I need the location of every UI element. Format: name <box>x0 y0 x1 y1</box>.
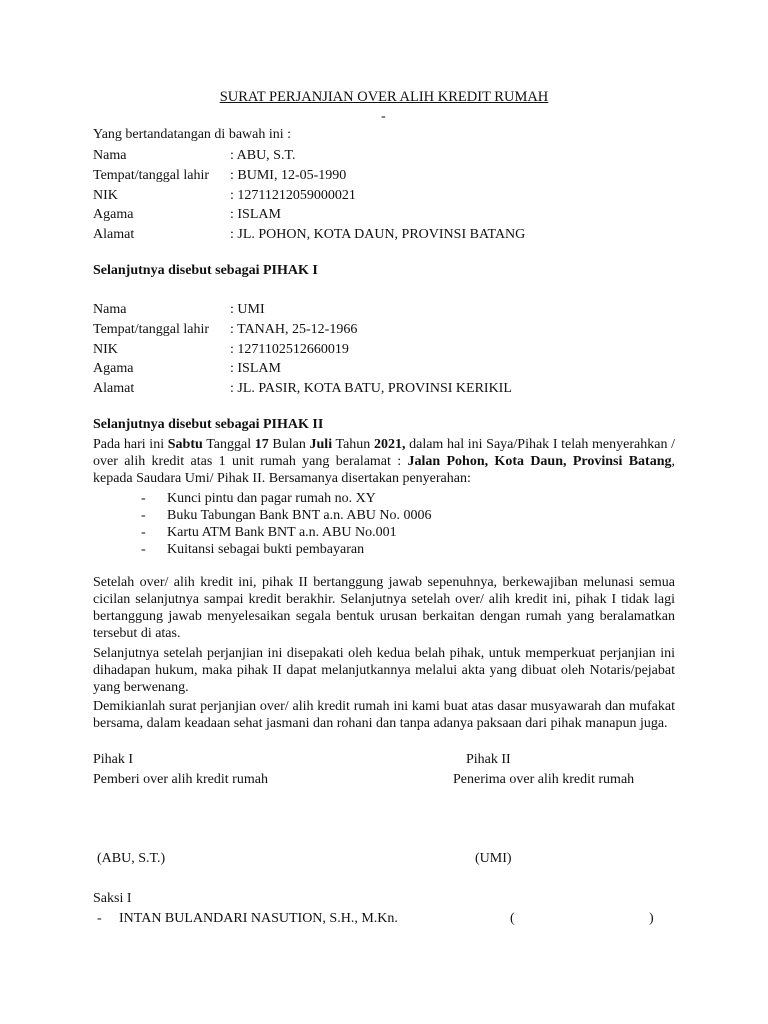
pihak1-value-ttl: : BUMI, 12-05-1990 <box>230 168 347 183</box>
pihak2-caption: Selanjutnya disebut sebagai PIHAK II <box>93 417 324 432</box>
paragraph-closing: Demikianlah surat perjanjian over/ alih kredit rumah ini kami buat atas dasar musyawarah dan mufakat bersama, dalam keadaan sehat jasmani dan rohani dan tanpa adanya paksaan dari pihak manapun juga. <box>93 699 675 731</box>
signature-left-role: Pemberi over alih kredit rumah <box>93 772 268 787</box>
pihak2-label-alamat: Alamat <box>93 381 135 396</box>
pihak2-label-nik: NIK <box>93 342 118 357</box>
list-dash: - <box>141 525 146 540</box>
pihak1-caption: Selanjutnya disebut sebagai PIHAK I <box>93 263 318 278</box>
agreement-paragraph <box>93 436 675 487</box>
pihak2-label-ttl: Tempat/tanggal lahir <box>93 322 210 337</box>
pihak1-value-nik: : 12711212059000021 <box>230 188 356 203</box>
pihak1-label-ttl: Tempat/tanggal lahir <box>93 168 210 183</box>
pihak2-value-nik: : 1271102512660019 <box>230 342 349 357</box>
pihak2-label-nama: Nama <box>93 302 127 317</box>
pihak1-label-agama: Agama <box>93 207 134 222</box>
witness-heading: Saksi I <box>93 891 132 906</box>
list-dash: - <box>141 491 146 506</box>
signature-left-name: (ABU, S.T.) <box>97 851 166 866</box>
witness-name: INTAN BULANDARI NASUTION, S.H., M.Kn. <box>119 911 398 926</box>
paragraph-notary: Selanjutnya setelah perjanjian ini disepakati oleh kedua belah pihak, untuk memperkuat perjanjian ini dihadapan hukum, maka pihak II dapat melanjutkannya melalui akta yang dibuat oleh Notaris/pejabat yang berwenang. <box>93 646 675 695</box>
agreement-year: 2021, <box>373 437 406 452</box>
pihak1-value-nama: : ABU, S.T. <box>230 148 296 163</box>
document-title: SURAT PERJANJIAN OVER ALIH KREDIT RUMAH <box>219 89 549 105</box>
signature-right-name: (UMI) <box>475 851 512 866</box>
list-item-text: Kunci pintu dan pagar rumah no. XY <box>167 491 376 506</box>
pihak1-label-nik: NIK <box>93 188 118 203</box>
intro-text: Yang bertandatangan di bawah ini : <box>93 127 292 142</box>
agreement-text: Tanggal <box>202 437 255 452</box>
pihak2-value-ttl: : TANAH, 25-12-1966 <box>230 322 358 337</box>
paragraph-obligation: Setelah over/ alih kredit ini, pihak II bertanggung jawab sepenuhnya, berkewajiban melunasi semua cicilan selanjutnya sampai kredit berakhir. Selanjutnya setelah over/ alih kredit ini, pihak I tidak lagi bertanggung jawab menyelesaikan segala bentuk urusan berkaitan dengan rumah yang beralamatkan tersebut di atas. <box>93 575 675 641</box>
agreement-text: dalam hal ini Saya/Pihak I telah menyerahkan / over alih kredit atas 1 unit rumah yang beralamat : <box>93 437 675 469</box>
agreement-text: , kepada Saudara Umi/ Pihak II. Bersamanya disertakan penyerahan: <box>93 454 675 486</box>
title-dash-mark: - <box>381 109 386 124</box>
agreement-text: Pada hari ini <box>93 437 168 452</box>
list-dash: - <box>141 508 146 523</box>
list-item-text: Kartu ATM Bank BNT a.n. ABU No.001 <box>167 525 397 540</box>
signature-right-role: Penerima over alih kredit rumah <box>453 772 635 787</box>
pihak1-label-alamat: Alamat <box>93 227 135 242</box>
list-item-text: Buku Tabungan Bank BNT a.n. ABU No. 0006 <box>167 508 432 523</box>
pihak2-value-nama: : UMI <box>230 302 265 317</box>
agreement-date: 17 <box>254 437 269 452</box>
agreement-text: Tahun <box>332 437 374 452</box>
signature-left-heading: Pihak I <box>93 752 134 767</box>
witness-open-paren: ( <box>510 911 515 926</box>
signature-right-heading: Pihak II <box>466 752 511 767</box>
pihak2-value-agama: : ISLAM <box>230 361 281 376</box>
agreement-address: Jalan Pohon, Kota Daun, Provinsi Batang <box>407 454 672 469</box>
list-item-text: Kuitansi sebagai bukti pembayaran <box>167 542 365 557</box>
list-dash: - <box>141 542 146 557</box>
agreement-month: Juli <box>309 437 333 452</box>
agreement-day: Sabtu <box>167 437 203 452</box>
pihak1-label-nama: Nama <box>93 148 127 163</box>
witness-dash: - <box>97 911 102 926</box>
pihak1-value-agama: : ISLAM <box>230 207 281 222</box>
agreement-text: Bulan <box>268 437 310 452</box>
pihak1-value-alamat: : JL. POHON, KOTA DAUN, PROVINSI BATANG <box>230 227 526 242</box>
witness-close-paren: ) <box>649 911 654 926</box>
pihak2-value-alamat: : JL. PASIR, KOTA BATU, PROVINSI KERIKIL <box>230 381 512 396</box>
pihak2-label-agama: Agama <box>93 361 134 376</box>
